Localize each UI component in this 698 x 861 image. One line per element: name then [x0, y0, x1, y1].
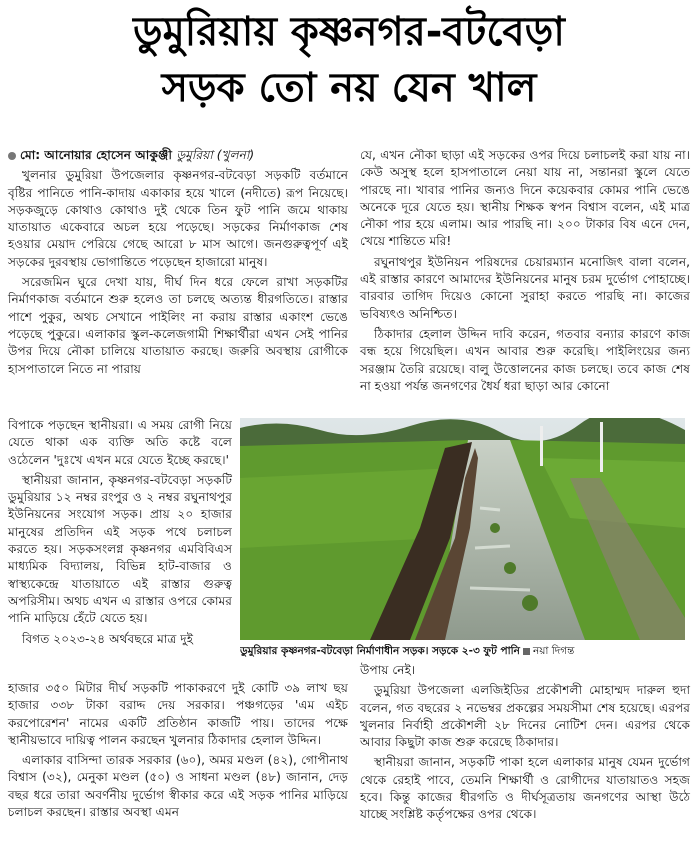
byline-author: মো: আনোয়ার হোসেন আকুঞ্জী: [20, 148, 172, 162]
headline-line-1: ডুমুরিয়ায় কৃষ্ণনগর-বটবেড়া: [133, 9, 565, 55]
paragraph: রঘুনাথপুর ইউনিয়ন পরিষদের চেয়ারম্যান মনোজিৎ বালা বলেন, এই রাস্তার কারণে আমাদের ইউনিয়নের মানুষ চরম দুর্ভোগ পোহাচ্ছে। বারবার তাগিদ দিয়েও কোনো সুরাহা করতে পারছি না। কাজের ভবিষ্যৎও অনিশ্চিত।: [360, 254, 690, 321]
headline-line-2: সড়ক তো নয় যেন খাল: [161, 65, 537, 111]
bullet-icon: [8, 152, 16, 160]
paragraph: খুলনার ডুমুরিয়া উপজেলার কৃষ্ণনগর-বটবেড়া সড়কটি বর্তমানে বৃষ্টির পানিতে পানি-কাদায় একাকার হয়ে খালে (নদীতে) রূপ নিয়েছে। সড়কজুড়ে কোথাও কোথাও দুই থেকে তিন ফুট পানি জমে থাকায় যাতায়াত একেবারে অচল হয়ে পড়েছে। সড়কের নির্মাণকাজ শেষ হওয়ার মেয়াদ পেরিয়ে গেছে আরো ৮ মাস আগে। জনগুরুত্বপূর্ণ এই সড়কের দুরবস্থায় ভোগান্তিতে পড়েছেন হাজারো মানুষ।: [8, 168, 348, 269]
paragraph: ঠিকাদার হেলাল উদ্দিন দাবি করেন, গতবার বন্যার কারণে কাজ বন্ধ হয়ে গিয়েছিল। এখন আবার শুরু করেছি। পাইলিংয়ের জন্য সরঞ্জাম তৈরি রয়েছে। বালু উত্তোলনের কাজ চলছে। তবে কাজ শেষ না হওয়া পর্যন্ত জনগণের ধৈর্য ধরা ছাড়া আর কোনো: [360, 326, 690, 393]
paragraph: এলাকার বাসিন্দা তারক সরকার (৬০), অমর মণ্ডল (৪২), গোপীনাথ বিশ্বাস (৩২), মেনুকা মণ্ডল (৫০) ও সাধনা মণ্ডল (৪৮) জানান, দেড় বছর ধরে তারা অবর্ণনীয় দুর্ভোগ স্বীকার করে এই সড়ক পানির মাড়িয়ে চলাচল করছেন। রাস্তার অবস্থা এমন: [8, 753, 348, 820]
byline: [8, 147, 348, 164]
paragraph: স্থানীয়রা জানান, সড়কটি পাকা হলে এলাকার মানুষ যেমন দুর্ভোগ থেকে রেহাই পাবে, তেমনি শিক্ষার্থী ও রোগীদের যাতায়াতও সহজ হবে। কিন্তু কাজের ধীরগতি ও দীর্ঘসূত্রতায় জনগণের আস্থা উঠে যাচ্ছে সংশ্লিষ্ট কর্তৃপক্ষের ওপর থেকে।: [360, 755, 690, 822]
paragraph: স্থানীয়রা জানান, কৃষ্ণনগর-বটবেড়া সড়কটি ডুমুরিয়ার ১২ নম্বর রংপুর ও ২ নম্বর রঘুনাথপুর ইউনিয়নের সংযোগ সড়ক। প্রায় ২০ হাজার মানুষের প্রতিদিন এই সড়ক পথে চলাচল করতে হয়। সড়কসংলগ্ন কৃষ্ণনগর এমবিবিএস মাধ্যমিক বিদ্যালয়, বিভিন্ন হাট-বাজার ও স্বাস্থ্যকেন্দ্রে যাতায়াতে এই রাস্তার গুরুত্ব অপরিসীম। অথচ এখন এ রাস্তার ওপরে কোমর পানি মাড়িয়ে হেঁটে যেতে হয়।: [8, 472, 232, 626]
paragraph: হাজার ৩৫০ মিটার দীর্ঘ সড়কটি পাকাকরণে দুই কোটি ৩৯ লাখ ছয় হাজার ৩৩৮ টাকা বরাদ্দ দেয় সরকার। পঞ্চগড়ের 'এম এইচ করপোরেশন' নামের একটি প্রতিষ্ঠান কাজটি পায়। তাদের পক্ষে স্থানীয়ভাবে দায়িত্ব পালন করছেন খুলনার ঠিকাদার হেলাল উদ্দিন।: [8, 681, 348, 747]
paragraph: সরেজমিন ঘুরে দেখা যায়, দীর্ঘ দিন ধরে ফেলে রাখা সড়কটির নির্মাণকাজ বর্তমানে শুরু হলেও তা চলছে অত্যন্ত ধীরগতিতে। রাস্তার পাশে পুকুর, অথচ সেখানে পাইলিং না করায় রাস্তার একাংশ ভেঙে পড়েছে পুকুরে। এলাকার স্কুল-কলেজগামী শিক্ষার্থীরা এখন সেই পানির উপর দিয়ে নৌকা চালিয়ে যাতায়াত করছে। জরুরি অবস্থায় রোগীকে হাসপাতালে নিতে না পারায়: [8, 275, 348, 376]
headline: [0, 4, 698, 116]
left-column-top: [8, 147, 348, 381]
flooded-road-illustration: [240, 418, 685, 640]
right-column-bottom: [360, 662, 690, 827]
byline-place: ডুমুরিয়া (খুলনা): [176, 148, 255, 162]
paragraph: যে, এখন নৌকা ছাড়া এই সড়কের ওপর দিয়ে চলাচলই করা যায় না। কেউ অসুস্থ হলে হাসপাতালে নেয়া যায় না, সন্তানরা স্কুলে যেতে পারছে না। খাবার পানির জন্যও দিনে কয়েকবার কোমর পানি ভেঙে অনেকে দূরে যেতে হয়। স্থানীয় শিক্ষক স্বপন বিশ্বাস বলেন, এই মাত্র নৌকা পার হয়ে এলাম। আর পারছি না। ২০০ টাকার বিষ এনে দেন, খেয়ে শান্তিতে মরি!: [360, 148, 690, 249]
paragraph: বিগত ২০২৩-২৪ অর্থবছরে মাত্র দুই: [22, 631, 194, 646]
square-icon: [523, 648, 530, 655]
paragraph: বিপাকে পড়ছেন স্থানীয়রা। এ সময় রোগী নিয়ে যেতে থাকা এক ব্যক্তি অতি কষ্টে বলে ওঠেলেন 'দুঃখে এখন মরে যেতে ইচ্ছে করছে।': [8, 418, 232, 467]
news-photo: [240, 418, 685, 640]
left-column-narrow: [8, 417, 232, 651]
paragraph: উপায় নেই।: [360, 663, 416, 677]
right-column-top: [360, 147, 690, 398]
left-column-bottom: [8, 680, 348, 824]
photo-caption: [240, 644, 688, 658]
caption-text: ডুমুরিয়ার কৃষ্ণনগর-বটবেড়া নির্মাণাধীন সড়ক। সড়কে ২-৩ ফুট পানি: [240, 645, 520, 657]
photo-credit: নয়া দিগন্ত: [532, 645, 575, 657]
paragraph: ডুমুরিয়া উপজেলা এলজিইডির প্রকৌশলী মোহাম্মদ দারুল হুদা বলেন, গত বছরের ২ নভেম্বর প্রকল্পের সময়সীমা শেষ হয়েছে। এরপর খুলনার নির্বাহী প্রকৌশলী ২৮ দিনের নোটিশ দেন। এরপর থেকে আবার কিছুটা কাজ শুরু করেছে ঠিকাদার।: [360, 683, 690, 750]
